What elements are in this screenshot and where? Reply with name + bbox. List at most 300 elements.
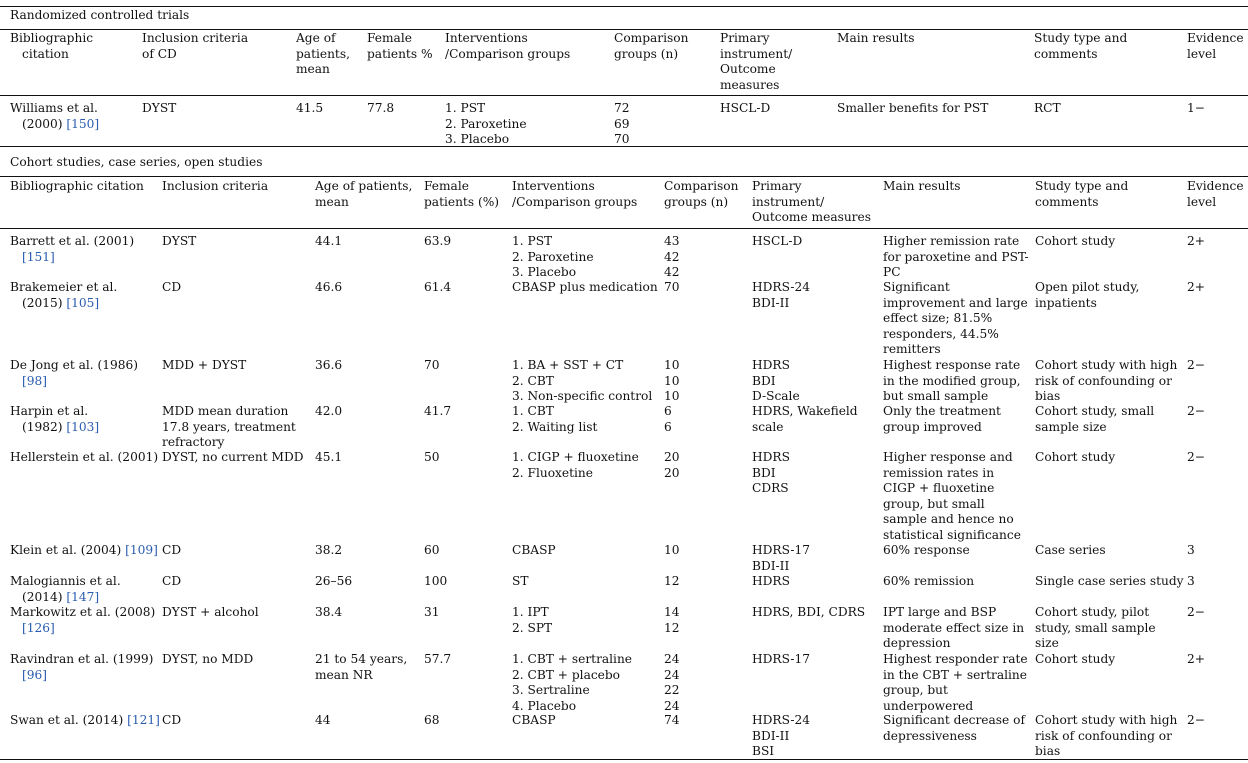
header-female-line: patients (%) (424, 194, 500, 209)
cell-evidence (1187, 450, 1205, 466)
rct-header-rule (0, 29, 1248, 30)
cell-study-line: Cohort study (1035, 450, 1116, 464)
cell-results (883, 713, 1025, 744)
cell-female-line: 100 (424, 574, 448, 588)
cell-results-line: improvement and large (883, 295, 1028, 310)
cell-comparison-line: 42 (664, 249, 680, 264)
header-female-line: Female (367, 31, 412, 45)
cell-evidence (1187, 404, 1205, 420)
cell-evidence-line: 2− (1187, 713, 1205, 727)
cell-evidence-line: 2+ (1187, 234, 1205, 248)
cell-age-line: 44 (315, 713, 331, 727)
cell-interventions (512, 543, 556, 559)
cell-results-line: in the modified group, (883, 373, 1021, 388)
cell-evidence-line: 3 (1187, 574, 1195, 588)
cell-study-line: Open pilot study, (1035, 280, 1140, 294)
cell-instrument-line: HSCL-D (752, 234, 803, 248)
reference-link[interactable]: [151] (22, 249, 55, 264)
cell-comparison-line: 22 (664, 683, 680, 697)
cell-study (1035, 234, 1115, 250)
cell-interventions-line: 1. IPT (512, 605, 549, 619)
cell-female-line: 31 (424, 605, 440, 619)
header-female (424, 179, 499, 210)
cell-inclusion-line: CD (162, 543, 182, 557)
cell-evidence (1187, 543, 1195, 559)
cell-citation (10, 450, 158, 466)
reference-link[interactable]: [96] (22, 667, 48, 682)
cell-age-line: 45.1 (315, 450, 343, 464)
header-results-line: Main results (883, 179, 961, 193)
cell-citation-line: (1982) (22, 419, 67, 434)
cell-inclusion (162, 574, 181, 590)
cell-interventions-line: 2. Paroxetine (512, 249, 594, 264)
cell-results-line: PC (883, 265, 901, 279)
cell-inclusion-line: CD (162, 574, 182, 588)
cell-study-line: bias (1035, 389, 1061, 403)
cell-female-line: 68 (424, 713, 440, 727)
cell-female (424, 234, 451, 250)
reference-link[interactable]: [147] (66, 589, 100, 604)
cell-interventions (512, 713, 556, 729)
cell-results-line: CIGP + fluoxetine (883, 481, 995, 495)
cell-citation (10, 234, 134, 265)
cell-study-line: size (1035, 636, 1059, 650)
cell-age (315, 652, 407, 683)
cell-study (1035, 605, 1156, 652)
cell-female (424, 713, 440, 729)
cell-female-line: 57.7 (424, 652, 452, 666)
cell-study (1035, 450, 1115, 466)
cell-comparison-line: 14 (664, 605, 680, 619)
cell-instrument-line: HDRS-17 (752, 543, 810, 557)
cell-female-line: 61.4 (424, 280, 452, 294)
cell-comparison (614, 101, 630, 148)
cell-female-line: 77.8 (367, 101, 395, 115)
header-study-line: comments (1034, 46, 1098, 61)
cell-inclusion-line: CD (162, 280, 182, 294)
header-comparison-line: groups (n) (664, 194, 729, 209)
cell-age-line: 38.2 (315, 543, 343, 557)
cell-inclusion (162, 543, 181, 559)
cell-interventions (512, 358, 652, 405)
cell-evidence (1187, 574, 1195, 590)
header-comparison-line: Comparison (664, 179, 739, 193)
header-age (296, 31, 350, 78)
cell-instrument-line: HDRS (752, 358, 790, 372)
cell-interventions-line: ST (512, 574, 529, 588)
cell-comparison-line: 10 (664, 543, 680, 557)
cell-interventions-line: 2. Fluoxetine (512, 465, 593, 480)
cell-age-line: 42.0 (315, 404, 343, 418)
cell-citation-line: Swan et al. (2014) (10, 713, 128, 727)
cell-study (1035, 574, 1184, 590)
cell-inclusion-line: DYST (162, 234, 197, 248)
cell-inclusion-line: DYST, no current MDD (162, 450, 304, 464)
top-rule (0, 6, 1248, 7)
cell-results-line: moderate effect size in (883, 620, 1025, 635)
cell-female (367, 101, 394, 117)
cell-instrument-line: BDI-II (752, 295, 790, 310)
cell-comparison (664, 358, 680, 405)
cell-instrument-line: BSI (752, 744, 775, 758)
cell-citation (10, 358, 138, 389)
cell-female (424, 358, 440, 374)
cell-results (883, 450, 1021, 543)
cell-female (424, 652, 451, 668)
cell-evidence (1187, 280, 1205, 296)
cell-interventions-line: 2. CBT (512, 373, 554, 388)
cell-interventions (512, 652, 632, 714)
cell-results-line: remission rates in (883, 465, 995, 480)
cell-inclusion (162, 652, 253, 668)
header-inclusion-line: Inclusion criteria (162, 179, 269, 193)
reference-link[interactable]: [105] (66, 295, 100, 310)
cell-interventions (512, 574, 528, 590)
header-results-line: Main results (837, 31, 915, 45)
cell-interventions-line: 3. Non-specific control (512, 389, 653, 403)
cell-age (315, 713, 331, 729)
cell-results-line: Highest response rate (883, 358, 1021, 372)
cell-comparison-line: 69 (614, 116, 630, 131)
header-study-line: Study type and (1035, 179, 1129, 193)
cell-age (315, 450, 342, 466)
cell-age (315, 543, 342, 559)
cell-instrument (752, 713, 810, 760)
cell-age-line: 26–56 (315, 574, 353, 588)
cell-comparison (664, 450, 680, 481)
cell-instrument (752, 652, 810, 668)
cell-study (1035, 404, 1154, 435)
header-instrument-line: instrument/ (720, 46, 793, 61)
cell-interventions (512, 605, 552, 636)
cell-citation (10, 280, 117, 311)
cell-interventions-line: 3. Placebo (445, 132, 510, 146)
cell-interventions-line: 2. CBT + placebo (512, 667, 621, 682)
header-evidence-line: level (1187, 46, 1217, 61)
cell-comparison-line: 20 (664, 450, 680, 464)
cell-results (883, 605, 1024, 652)
cell-instrument-line: D-Scale (752, 389, 800, 403)
cell-inclusion (162, 404, 296, 451)
cell-results (883, 280, 1028, 358)
header-inclusion (142, 31, 248, 62)
reference-link[interactable]: [126] (22, 620, 55, 635)
cell-interventions-line: 3. Placebo (512, 265, 577, 279)
header-study-line: Study type and (1034, 31, 1128, 45)
header-instrument (752, 179, 871, 226)
cell-comparison-line: 70 (664, 280, 680, 294)
cell-results-line: IPT large and BSP (883, 605, 997, 619)
cell-instrument-line: CDRS (752, 481, 789, 495)
cell-age-line: 21 to 54 years, (315, 652, 408, 666)
cell-comparison (664, 543, 680, 559)
cell-comparison-line: 12 (664, 620, 680, 635)
cell-citation-line: (2014) (22, 589, 67, 604)
cell-age (315, 358, 342, 374)
cell-interventions-line: 1. CBT + sertraline (512, 652, 633, 666)
cell-evidence-line: 1− (1187, 101, 1205, 115)
cell-results-line: underpowered (883, 698, 974, 713)
cell-study-line: risk of confounding or (1035, 373, 1172, 388)
cell-instrument (752, 234, 802, 250)
cell-results-line: Higher response and (883, 450, 1013, 464)
cohort-caption-rule (0, 146, 1248, 147)
cell-female (424, 404, 451, 420)
header-study (1035, 179, 1128, 210)
cell-comparison-line: 24 (664, 698, 680, 713)
cell-female-line: 50 (424, 450, 440, 464)
cell-citation (10, 543, 158, 559)
cell-results (837, 101, 988, 117)
header-age-line: mean (315, 194, 349, 209)
cell-interventions-line: CBASP (512, 543, 556, 557)
cell-age-line: 38.4 (315, 605, 343, 619)
cell-instrument (752, 543, 810, 574)
cell-study (1035, 543, 1106, 559)
cell-citation (10, 404, 99, 435)
cell-results (883, 543, 970, 559)
cell-citation (10, 713, 160, 729)
cell-results (883, 652, 1028, 714)
cell-female (424, 280, 451, 296)
header-evidence-line: Evidence (1187, 179, 1244, 193)
cell-interventions-line: 2. SPT (512, 620, 553, 635)
cell-instrument-line: HDRS (752, 574, 790, 588)
cell-citation (10, 574, 121, 605)
cell-age (315, 574, 352, 590)
cell-interventions (512, 404, 597, 435)
cell-evidence-line: 2− (1187, 450, 1205, 464)
cell-comparison-line: 24 (664, 652, 680, 666)
header-instrument-line: Outcome measures (752, 210, 871, 224)
cell-results-line: in the CBT + sertraline (883, 667, 1027, 682)
cell-inclusion-line: DYST + alcohol (162, 605, 259, 619)
cell-instrument (752, 280, 810, 311)
cell-instrument-line: scale (752, 419, 784, 434)
cell-inclusion-line: CD (162, 713, 182, 727)
header-instrument-line: instrument/ (752, 194, 825, 209)
cohort-header-bottom-rule (0, 228, 1248, 229)
cell-comparison-line: 74 (664, 713, 680, 727)
cell-evidence (1187, 358, 1205, 374)
cell-comparison (664, 713, 680, 729)
cell-inclusion (162, 450, 304, 466)
cohort-caption: Cohort studies, case series, open studies (10, 155, 263, 169)
header-citation (10, 179, 144, 195)
cell-female-line: 41.7 (424, 404, 452, 418)
header-evidence (1187, 31, 1244, 62)
cell-study (1035, 280, 1139, 311)
header-age-line: Age of patients, (315, 179, 413, 193)
cell-results-line: Only the treatment (883, 404, 1001, 418)
header-age-line: mean (296, 62, 330, 76)
cell-interventions (512, 280, 658, 296)
cell-interventions-line: 1. PST (445, 101, 486, 115)
cell-comparison-line: 70 (614, 132, 630, 146)
cell-evidence-line: 2− (1187, 605, 1205, 619)
cell-inclusion (162, 713, 181, 729)
cell-evidence-line: 2− (1187, 404, 1205, 418)
cell-evidence-line: 2+ (1187, 652, 1205, 666)
cell-comparison-line: 10 (664, 373, 680, 388)
cell-evidence (1187, 234, 1205, 250)
cell-inclusion-line: DYST, no MDD (162, 652, 254, 666)
cell-age-line: 36.6 (315, 358, 343, 372)
header-interventions (445, 31, 570, 62)
cell-instrument (752, 605, 865, 621)
header-instrument (720, 31, 792, 93)
reference-link[interactable]: [98] (22, 373, 48, 388)
cell-interventions (445, 101, 527, 148)
cell-comparison-line: 42 (664, 265, 680, 279)
cell-comparison (664, 574, 680, 590)
cell-citation-line: Ravindran et al. (1999) (10, 652, 154, 666)
cell-results (883, 358, 1021, 405)
cell-study (1035, 358, 1177, 405)
header-comparison (614, 31, 688, 62)
cell-citation (10, 652, 153, 683)
cell-evidence-line: 3 (1187, 543, 1195, 557)
header-results (883, 179, 961, 195)
header-interventions-line: Interventions (512, 179, 595, 193)
cell-age (315, 605, 342, 621)
cell-results-line: Higher remission rate (883, 234, 1020, 248)
cell-inclusion-line: 17.8 years, treatment (162, 419, 296, 434)
header-interventions-line: /Comparison groups (445, 46, 571, 61)
header-instrument-line: Primary (720, 31, 770, 45)
cell-age-line: 41.5 (296, 101, 324, 115)
cell-comparison (664, 234, 680, 281)
cell-female-line: 60 (424, 543, 440, 557)
header-study (1034, 31, 1127, 62)
cell-results-line: Significant decrease of (883, 713, 1025, 727)
cell-instrument-line: HDRS-17 (752, 652, 810, 666)
cell-age (315, 404, 342, 420)
cell-interventions-line: 1. PST (512, 234, 553, 248)
cell-study-line: sample size (1035, 419, 1107, 434)
cell-comparison (664, 652, 680, 714)
cell-study-line: study, small sample (1035, 620, 1156, 635)
cell-comparison-line: 43 (664, 234, 680, 248)
cell-results (883, 234, 1029, 281)
header-interventions (512, 179, 637, 210)
cell-citation-line: (2015) (22, 295, 67, 310)
header-citation-line: Bibliographic (10, 31, 94, 45)
cell-interventions-line: CBASP plus medication (512, 280, 658, 294)
header-evidence-line: Evidence (1187, 31, 1244, 45)
cell-citation-line: (2000) (22, 116, 67, 131)
header-citation-line: citation (22, 46, 69, 61)
cell-instrument-line: HDRS, BDI, CDRS (752, 605, 866, 619)
cell-instrument-line: BDI (752, 465, 776, 480)
cell-results-line: but small sample (883, 389, 989, 403)
cell-results-line: effect size; 81.5% (883, 311, 993, 325)
cell-results-line: Highest responder rate (883, 652, 1028, 666)
cell-comparison (664, 605, 680, 636)
cell-results-line: 60% remission (883, 574, 975, 588)
cell-comparison-line: 72 (614, 101, 630, 115)
cell-interventions-line: 1. BA + SST + CT (512, 358, 624, 372)
cell-results-line: depression (883, 636, 951, 650)
cell-instrument-line: BDI-II (752, 558, 790, 573)
header-study-line: comments (1035, 194, 1099, 209)
cell-interventions-line: 3. Sertraline (512, 683, 590, 697)
cell-citation-line: Barrett et al. (2001) (10, 234, 135, 248)
reference-link[interactable]: [103] (66, 419, 100, 434)
cell-instrument (752, 404, 858, 435)
cell-interventions (512, 234, 594, 281)
cell-results-line: sample and hence no (883, 512, 1014, 526)
cell-citation-line: Harpin et al. (10, 404, 89, 418)
cell-inclusion (162, 358, 246, 374)
cell-results-line: remitters (883, 342, 941, 356)
header-results (837, 31, 915, 47)
cell-comparison (664, 404, 672, 435)
cell-study (1035, 713, 1177, 760)
cell-evidence (1187, 652, 1205, 668)
cell-comparison-line: 10 (664, 389, 680, 403)
cell-citation-line: Williams et al. (10, 101, 98, 115)
cell-age (296, 101, 323, 117)
header-comparison-line: Comparison (614, 31, 689, 45)
cell-citation-line: Hellerstein et al. (2001) (10, 450, 159, 464)
cohort-header-rule (0, 176, 1248, 177)
cell-results-line: statistical significance (883, 527, 1021, 542)
cell-instrument (752, 574, 790, 590)
cell-comparison (664, 280, 680, 296)
cell-citation-line: Klein et al. (2004) (10, 543, 126, 557)
cell-female-line: 70 (424, 358, 440, 372)
cell-inclusion-line: refractory (162, 435, 225, 449)
reference-link[interactable]: [109] (125, 543, 158, 557)
cell-evidence (1187, 713, 1205, 729)
header-interventions-line: /Comparison groups (512, 194, 638, 209)
cell-age-line: mean NR (315, 667, 373, 682)
cell-results-line: group improved (883, 419, 982, 434)
cell-evidence (1187, 101, 1205, 117)
cell-female (424, 605, 440, 621)
header-female-line: patients % (367, 46, 433, 61)
cell-age-line: 44.1 (315, 234, 343, 248)
bottom-rule (0, 759, 1248, 760)
cell-study-line: Cohort study (1035, 234, 1116, 248)
header-evidence-line: level (1187, 194, 1217, 209)
cell-study (1034, 101, 1061, 117)
reference-link[interactable]: [121] (127, 713, 160, 727)
cell-citation-line: Brakemeier et al. (10, 280, 118, 294)
cell-instrument-line: HDRS (752, 450, 790, 464)
header-comparison-line: groups (n) (614, 46, 679, 61)
cell-study-line: inpatients (1035, 295, 1097, 310)
header-instrument-line: measures (720, 77, 780, 92)
cell-inclusion (162, 234, 196, 250)
cell-evidence-line: 2+ (1187, 280, 1205, 294)
rct-caption: Randomized controlled trials (10, 8, 190, 22)
cell-interventions-line: CBASP (512, 713, 556, 727)
cell-instrument-line: HSCL-D (720, 101, 771, 115)
cell-citation (10, 605, 155, 636)
header-instrument-line: Outcome (720, 62, 776, 76)
cell-interventions (512, 450, 639, 481)
cell-instrument (720, 101, 770, 117)
cell-female (424, 543, 440, 559)
cell-inclusion-line: MDD mean duration (162, 404, 289, 418)
cell-comparison-line: 10 (664, 358, 680, 372)
cell-inclusion (162, 280, 181, 296)
cell-female-line: 63.9 (424, 234, 452, 248)
reference-link[interactable]: [150] (66, 116, 100, 131)
cell-female (424, 574, 447, 590)
